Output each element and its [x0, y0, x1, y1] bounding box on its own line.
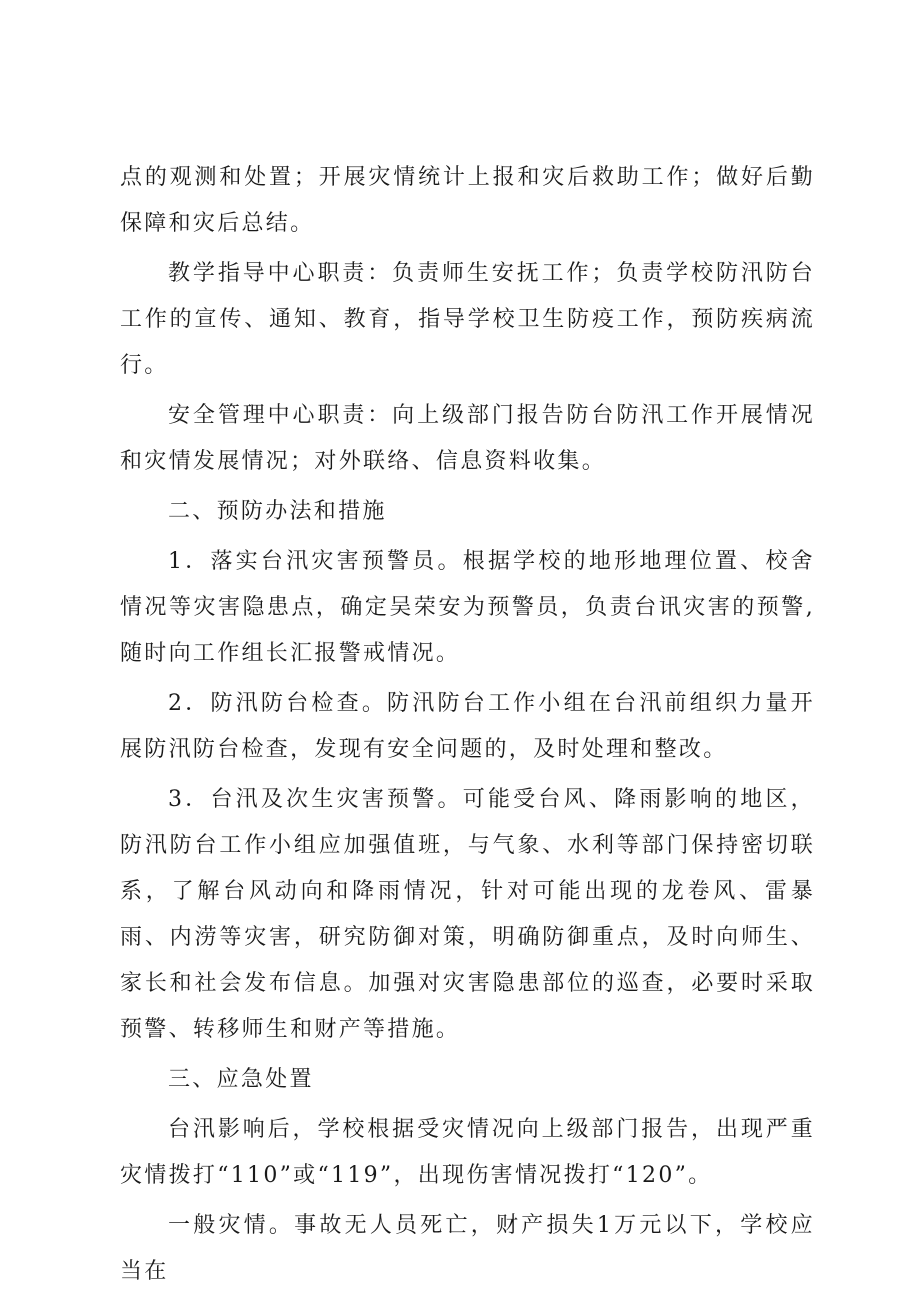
- paragraph-emergency-reporting: 台汛影响后，学校根据受灾情况向上级部门报告，出现严重灾情拨打“110”或“119”，出现伤害情况拨打“120”。: [120, 1117, 815, 1188]
- paragraph-general-disaster: 一般灾情。事故无人员死亡，财产损失1万元以下，学校应当在: [120, 1213, 815, 1284]
- paragraph-item-2-inspection: 2．防汛防台检查。防汛防台工作小组在台汛前组织力量开展防汛防台检查，发现有安全问题的，及时处理和整改。: [120, 691, 815, 762]
- paragraph-item-3-secondary-disaster-warning: 3．台汛及次生灾害预警。可能受台风、降雨影响的地区，防汛防台工作小组应加强值班，与气象、水利等部门保持密切联系，了解台风动向和降雨情况，针对可能出现的龙卷风、雷暴雨、内涝等灾害，研究防御对策，明确防御重点，及时向师生、家长和社会发布信息。加强对灾害隐患部位的巡查，必要时采取预警、转移师生和财产等措施。: [120, 787, 815, 1042]
- paragraph-safety-center-duties: 安全管理中心职责：向上级部门报告防台防汛工作开展情况和灾情发展情况；对外联络、信息资料收集。: [120, 403, 815, 474]
- document-page: [120, 155, 815, 1299]
- paragraph-duties-continued: 点的观测和处置；开展灾情统计上报和灾后救助工作；做好后勤保障和灾后总结。: [120, 165, 815, 236]
- section-heading-emergency-response: 三、应急处置: [168, 1067, 314, 1092]
- paragraph-teaching-center-duties: 教学指导中心职责：负责师生安抚工作；负责学校防汛防台工作的宣传、通知、教育，指导学校卫生防疫工作，预防疾病流行。: [120, 261, 815, 378]
- paragraph-item-1-warning-officer: 1．落实台汛灾害预警员。根据学校的地形地理位置、校舍情况等灾害隐患点，确定吴荣安为预警员，负责台讯灾害的预警,随时向工作组长汇报警戒情况。: [120, 549, 815, 666]
- section-heading-prevention: 二、预防办法和措施: [168, 499, 387, 524]
